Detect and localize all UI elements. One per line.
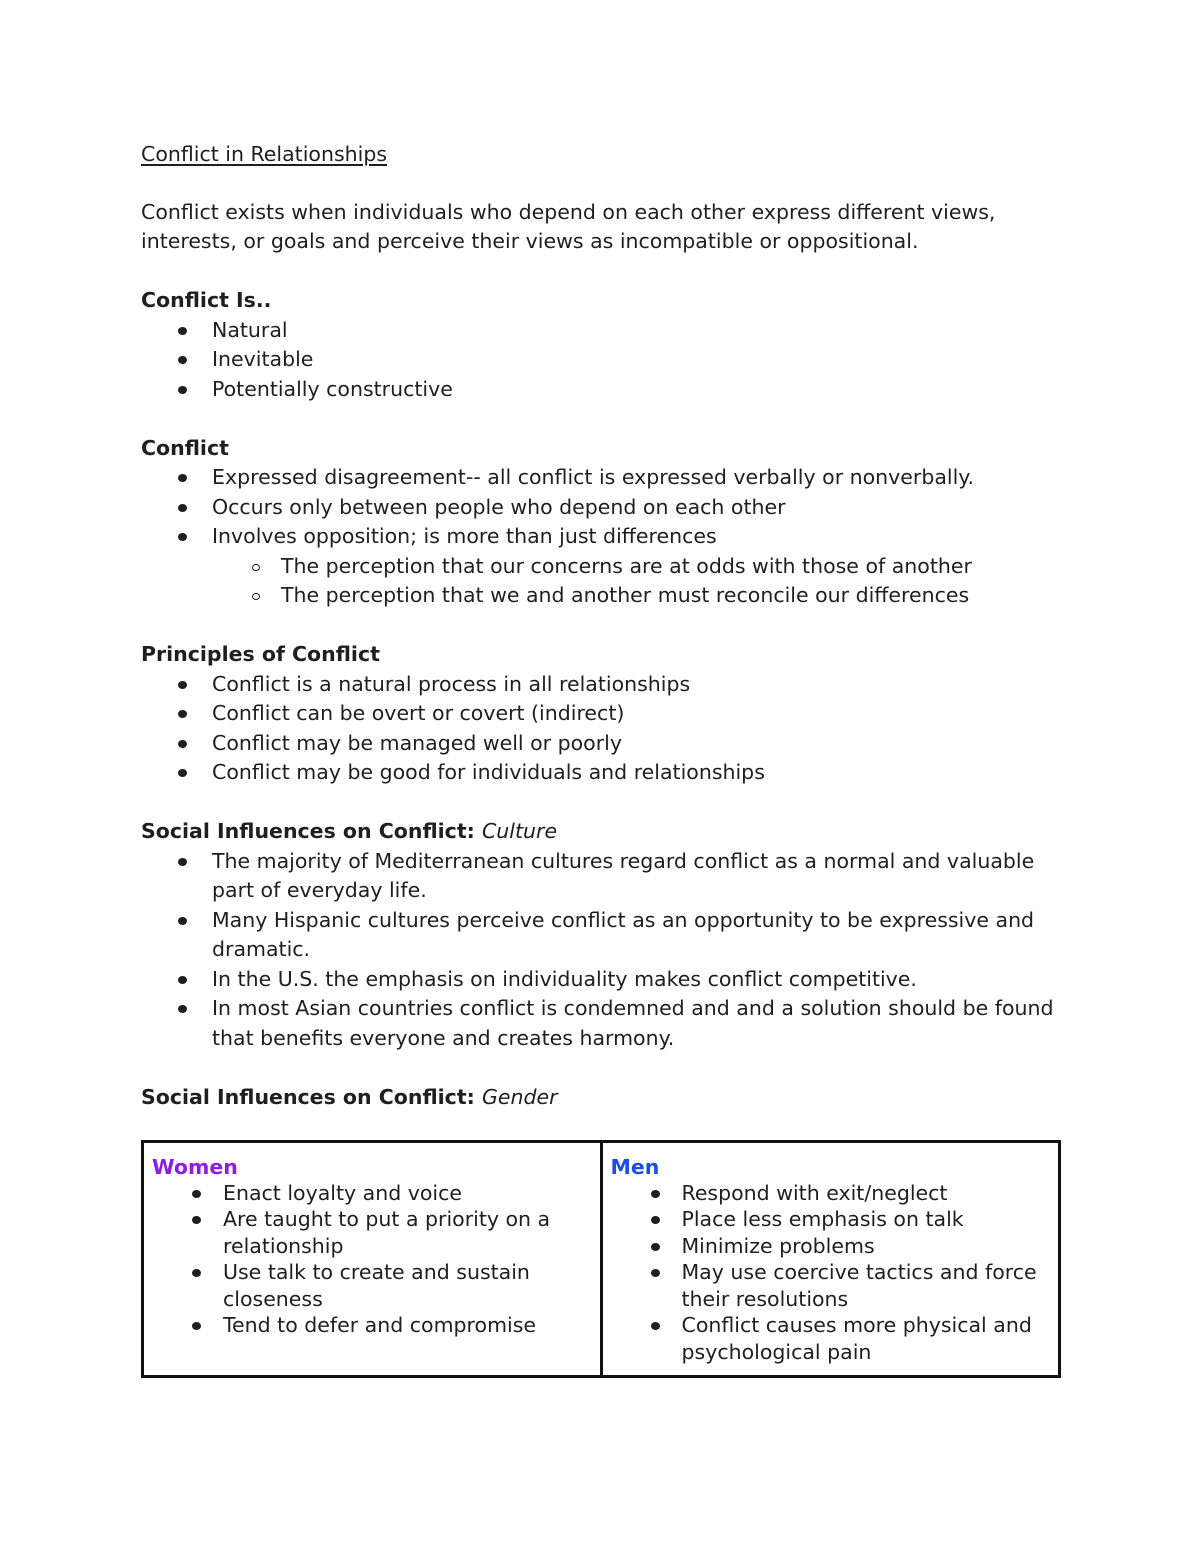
heading-culture <box>141 817 1061 847</box>
heading-gender-topic: Gender <box>481 1084 558 1109</box>
heading-culture-label: Social Influences on Conflict: <box>141 819 475 843</box>
conflict-list <box>141 463 1061 611</box>
list-item: Expressed disagreement-- all conflict is expressed verbally or nonverbally. <box>141 463 1061 493</box>
list-item: Conflict can be overt or covert (indirect) <box>141 699 1061 729</box>
list-item: May use coercive tactics and force their resolutions <box>611 1259 1051 1312</box>
heading-principles: Principles of Conflict <box>141 642 380 666</box>
list-item: Minimize problems <box>611 1233 1051 1260</box>
list-item-text: Involves opposition; is more than just differences <box>212 524 717 548</box>
list-item: Occurs only between people who depend on each other <box>141 493 1061 523</box>
list-item: Potentially constructive <box>141 375 1061 405</box>
list-item: Respond with exit/neglect <box>611 1180 1051 1207</box>
sub-list-item: The perception that we and another must reconcile our differences <box>212 581 1061 611</box>
heading-culture-topic: Culture <box>481 819 558 843</box>
men-list <box>611 1180 1051 1366</box>
women-list <box>152 1180 592 1339</box>
heading-gender-label: Social Influences on Conflict: <box>141 1084 475 1109</box>
list-item: Natural <box>141 316 1061 346</box>
men-column <box>601 1142 1060 1377</box>
list-item: Conflict is a natural process in all relationships <box>141 670 1061 700</box>
list-item: Conflict may be managed well or poorly <box>141 729 1061 759</box>
principles-list <box>141 670 1061 788</box>
sub-list-item: The perception that our concerns are at odds with those of another <box>212 552 1061 582</box>
conflict-is-list <box>141 316 1061 405</box>
culture-list <box>141 847 1061 1054</box>
gender-comparison-table <box>141 1140 1061 1378</box>
men-header: Men <box>610 1155 660 1179</box>
list-item: Enact loyalty and voice <box>152 1180 592 1207</box>
list-item: Inevitable <box>141 345 1061 375</box>
list-item: Place less emphasis on talk <box>611 1206 1051 1233</box>
list-item: The majority of Mediterranean cultures regard conflict as a normal and valuable part of everyday life. <box>141 847 1061 906</box>
list-item: Tend to defer and compromise <box>152 1312 592 1339</box>
document-title: Conflict in Relationships <box>141 142 388 166</box>
list-item: In the U.S. the emphasis on individuality makes conflict competitive. <box>141 965 1061 995</box>
heading-conflict: Conflict <box>141 435 229 460</box>
list-item: Are taught to put a priority on a relationship <box>152 1206 592 1259</box>
conflict-sublist <box>212 552 1061 611</box>
heading-conflict-is: Conflict Is.. <box>141 288 272 312</box>
list-item: Many Hispanic cultures perceive conflict as an opportunity to be expressive and dramatic. <box>141 906 1061 965</box>
heading-gender <box>141 1083 1061 1113</box>
list-item <box>141 522 1061 611</box>
document-page <box>141 140 1061 1112</box>
list-item: Use talk to create and sustain closeness <box>152 1259 592 1312</box>
list-item: Conflict causes more physical and psychological pain <box>611 1312 1051 1365</box>
definition-paragraph: Conflict exists when individuals who depend on each other express different views, interests, or goals and perceive their views as incompatible or oppositional. <box>141 199 996 253</box>
table-row <box>143 1142 1060 1377</box>
women-column <box>143 1142 602 1377</box>
list-item: Conflict may be good for individuals and relationships <box>141 758 1061 788</box>
women-header: Women <box>152 1155 238 1179</box>
list-item: In most Asian countries conflict is condemned and and a solution should be found that benefits everyone and creates harmony. <box>141 994 1061 1053</box>
